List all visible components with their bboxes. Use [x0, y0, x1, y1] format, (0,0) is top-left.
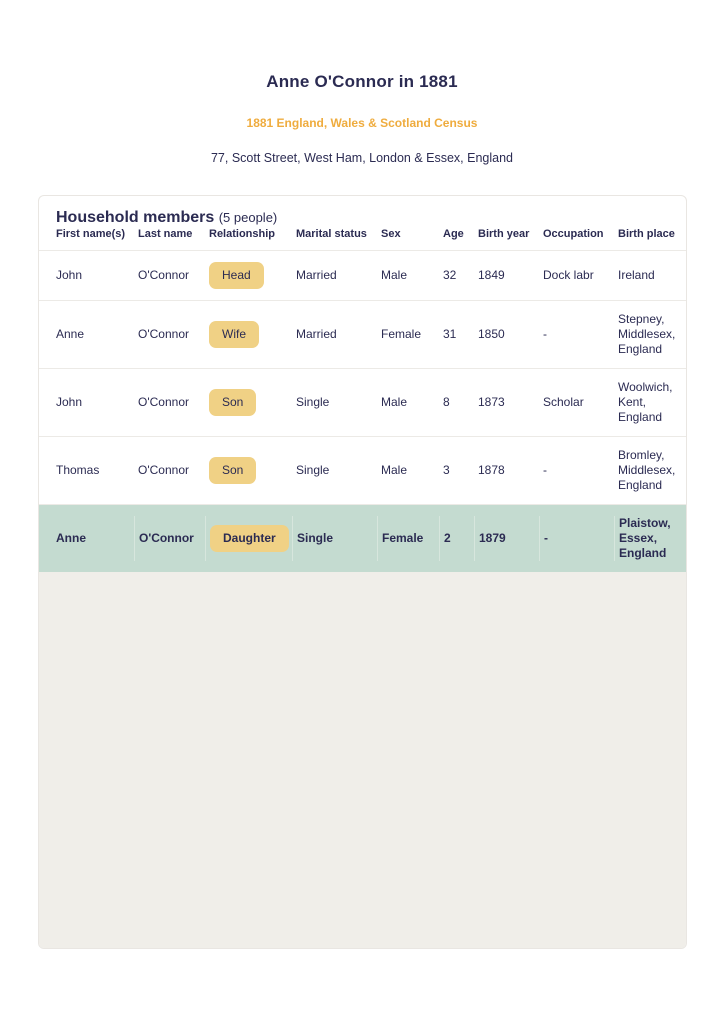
relationship-badge: Son — [209, 457, 256, 484]
marital-status-cell: Single — [296, 463, 330, 477]
first-name-cell: John — [56, 268, 83, 282]
household-member-row[interactable] — [39, 369, 686, 437]
people-count: (5 people) — [218, 210, 278, 225]
age-cell: 3 — [443, 463, 450, 477]
relationship-badge: Son — [209, 389, 256, 416]
age-cell: 8 — [443, 395, 450, 409]
occupation-cell: Scholar — [543, 395, 584, 409]
marital-status-cell: Married — [296, 268, 337, 282]
column-header-relationship: Relationship — [209, 228, 276, 240]
first-name-cell: Anne — [56, 327, 85, 341]
column-header-sex: Sex — [381, 228, 401, 240]
column-header-age: Age — [443, 228, 464, 240]
household-member-row[interactable] — [39, 251, 686, 301]
record-header — [0, 0, 724, 165]
age-cell: 2 — [439, 516, 478, 561]
relationship-badge: Wife — [209, 321, 259, 348]
occupation-cell: Dock labr — [543, 268, 594, 282]
last-name-cell: O'Connor — [138, 463, 189, 477]
birth-year-cell: 1849 — [478, 268, 505, 282]
column-header-birth-place: Birth place — [618, 228, 675, 240]
household-member-row[interactable] — [39, 505, 686, 572]
marital-status-cell: Single — [292, 516, 381, 561]
birth-place-cell: Ireland — [618, 268, 655, 282]
occupation-cell: - — [543, 463, 547, 477]
column-header-marital-status: Marital status — [296, 228, 367, 240]
last-name-cell: O'Connor — [138, 395, 189, 409]
sex-cell: Male — [381, 463, 408, 477]
household-member-row[interactable] — [39, 301, 686, 369]
column-header-last-name: Last name — [138, 228, 193, 240]
birth-year-cell: 1879 — [474, 516, 543, 561]
birth-place-cell: Bromley, Middlesex, England — [618, 448, 676, 492]
birth-place-cell: Plaistow, Essex, England — [614, 516, 678, 561]
first-name-cell: Anne — [56, 531, 86, 545]
occupation-cell: - — [539, 516, 618, 561]
relationship-badge: Daughter — [210, 525, 289, 552]
marital-status-cell: Single — [296, 395, 330, 409]
census-collection-link[interactable]: 1881 England, Wales & Scotland Census — [246, 116, 478, 130]
relationship-badge: Head — [209, 262, 264, 289]
relationship-cell — [209, 389, 296, 416]
table-header-row — [39, 228, 686, 251]
heading-text: Household members — [56, 209, 215, 226]
household-member-row[interactable] — [39, 437, 686, 505]
column-header-occupation: Occupation — [543, 228, 604, 240]
relationship-cell — [209, 262, 296, 289]
age-cell: 32 — [443, 268, 457, 282]
age-cell: 31 — [443, 327, 457, 341]
last-name-cell: O'Connor — [134, 516, 209, 561]
column-header-first-name-s: First name(s) — [56, 228, 126, 240]
last-name-cell: O'Connor — [138, 327, 189, 341]
table-body — [39, 251, 686, 572]
birth-year-cell: 1850 — [478, 327, 505, 341]
relationship-cell — [209, 321, 296, 348]
sex-cell: Male — [381, 268, 408, 282]
page-title: Anne O'Connor in 1881 — [266, 72, 458, 91]
sex-cell: Female — [381, 327, 422, 341]
column-header-birth-year: Birth year — [478, 228, 530, 240]
marital-status-cell: Married — [296, 327, 337, 341]
record-address: 77, Scott Street, West Ham, London & Essex, England — [210, 151, 513, 165]
sex-cell: Male — [381, 395, 408, 409]
relationship-cell — [209, 457, 296, 484]
birth-year-cell: 1878 — [478, 463, 505, 477]
first-name-cell: Thomas — [56, 463, 100, 477]
occupation-cell: - — [543, 327, 547, 341]
card-empty-area — [39, 572, 686, 948]
household-members-card — [38, 195, 687, 949]
household-members-heading — [39, 196, 686, 228]
sex-cell: Female — [377, 516, 443, 561]
last-name-cell: O'Connor — [138, 268, 189, 282]
birth-place-cell: Stepney, Middlesex, England — [618, 312, 676, 356]
first-name-cell: John — [56, 395, 83, 409]
birth-year-cell: 1873 — [478, 395, 505, 409]
birth-place-cell: Woolwich, Kent, England — [618, 380, 673, 424]
relationship-cell — [205, 516, 296, 561]
